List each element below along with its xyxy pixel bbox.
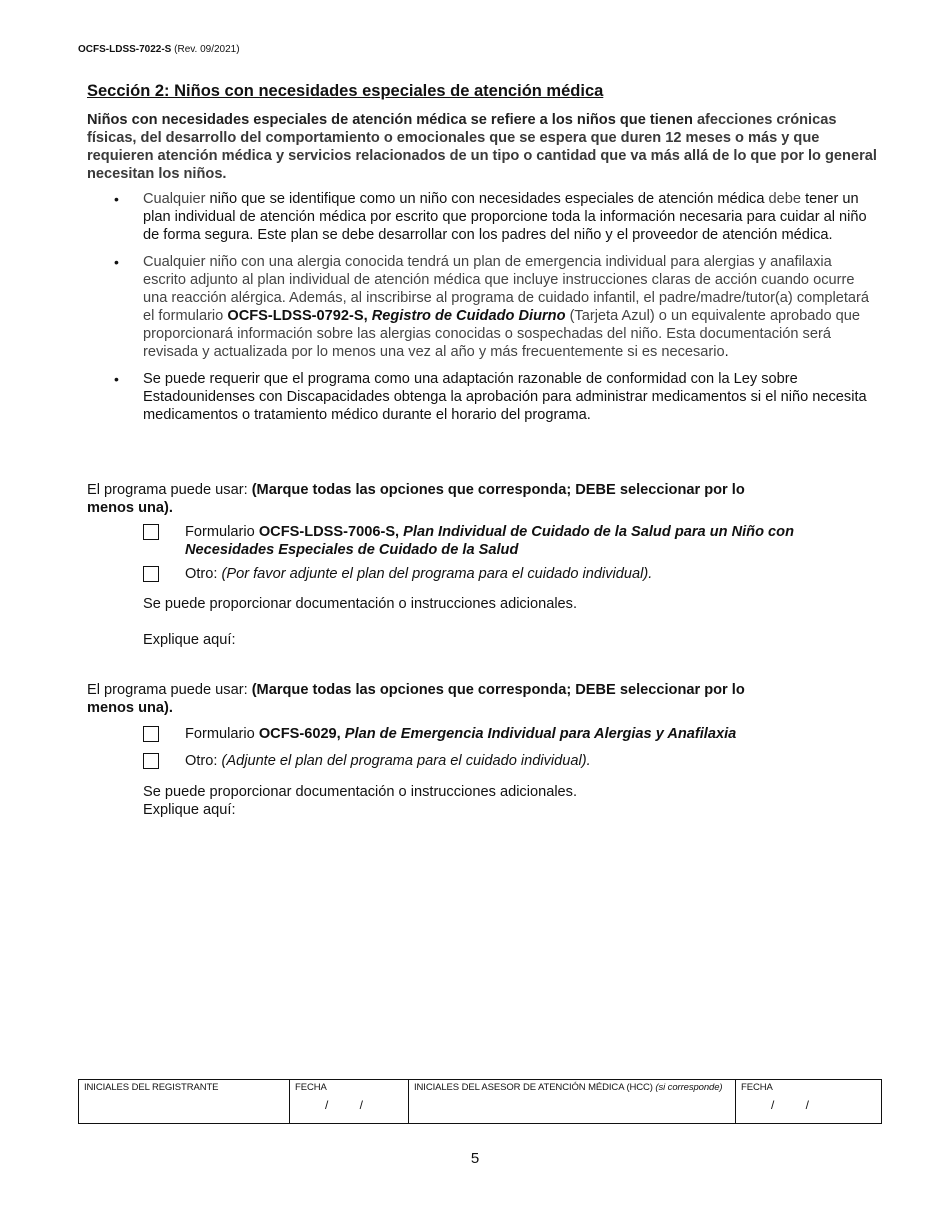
bullet3-text: Se puede requerir que el programa como una adaptación razonable de conformidad con la Ley sobre Estadounidenses con Discapacidades obtenga la aprobación para administrar medicamentos si el niño necesita medicamentos o tratamiento médico durante el horario del programa. <box>143 371 867 423</box>
list-item <box>87 190 877 244</box>
group1-option-form <box>143 523 863 559</box>
bullet1-text-b: niño que se identifique como un niño con necesidades especiales de atención médica <box>209 191 765 207</box>
section-title: Sección 2: Niños con necesidades especiales de atención médica <box>87 82 604 100</box>
option-note: (Por favor adjunte el plan del programa para el cuidado individual). <box>221 566 653 582</box>
checkbox[interactable] <box>143 524 159 540</box>
option-form-id: OCFS-6029, <box>258 726 341 742</box>
group2-lead: El programa puede usar: <box>87 682 248 698</box>
date1-cell[interactable] <box>290 1080 409 1124</box>
bullet-icon: • <box>114 254 119 270</box>
group2-prompt <box>87 681 747 717</box>
bullet2-text-a: Cualquier niño con una alergia conocida tendrá un plan de emergencia individual para alergias y anafilaxia escrito adjunto al plan individual de atención médica que incluye instrucciones claras de acción cuando ocurre una reacción alérgica. Además, al inscribirse al programa de cuidado infantil, el padre/madre/tutor(a) completará el formulario <box>143 254 870 324</box>
date1-label: FECHA <box>295 1082 327 1093</box>
list-item <box>87 370 877 424</box>
bullet2-text-b: (Tarjeta Azul) o un equivalente aprobado que proporcionará información sobre las alergias conocidas o sospechadas del niño. Esta documentación será revisada y actualizada por lo menos una vez al año y más frecuentemente si es necesario <box>143 308 861 360</box>
option-prefix: Formulario <box>185 726 255 742</box>
group1-explain-label: Explique aquí: <box>143 632 236 648</box>
option-form-title: Plan de Emergencia Individual para Alergias y Anafilaxia <box>344 726 737 742</box>
bullet1-text-a: Cualquier <box>143 191 206 207</box>
bullet1-text-d: tener un plan individual de atención médica por escrito que proporcione toda la información necesaria para cuidar al niño de forma segura. Este plan se debe desarrollar con los padres del niño y el proveedor de atención médica. <box>143 191 867 243</box>
group1-prompt <box>87 481 747 517</box>
intro-lead: Niños con necesidades especiales de atención médica se refiere a los niños que tienen <box>87 112 693 128</box>
group1-instruction: (Marque todas las opciones que corresponda; DEBE seleccionar por lo menos una). <box>87 482 745 516</box>
option-note: (Adjunte el plan del programa para el cuidado individual). <box>221 753 591 769</box>
group2-instruction: (Marque todas las opciones que corresponda; DEBE seleccionar por lo menos una). <box>87 682 745 716</box>
bullet2-form-id: OCFS-LDSS-0792-S, <box>227 308 368 324</box>
section-intro <box>87 111 877 183</box>
form-id: OCFS-LDSS-7022-S <box>78 44 172 55</box>
option-prefix: Otro: <box>185 753 218 769</box>
bullet2-form-title: Registro de Cuidado Diurno <box>371 308 566 324</box>
bullet-icon: • <box>114 371 119 387</box>
group1-option-other <box>143 565 863 583</box>
page-number: 5 <box>470 1150 480 1167</box>
checkbox[interactable] <box>143 753 159 769</box>
registrant-initials-cell[interactable] <box>79 1080 290 1124</box>
requirements-list <box>87 190 877 433</box>
group2-option-other <box>143 752 863 770</box>
checkbox[interactable] <box>143 566 159 582</box>
group1-doc-note: Se puede proporcionar documentación o instrucciones adicionales. <box>143 596 578 612</box>
hcc-initials-cell[interactable] <box>409 1080 736 1124</box>
option-form-title: Plan Individual de Cuidado de la Salud para un Niño con Necesidades Especiales de Cuidado de la Salud <box>185 524 795 558</box>
checkbox[interactable] <box>143 726 159 742</box>
group1-lead: El programa puede usar: <box>87 482 248 498</box>
group2-option-form <box>143 725 863 743</box>
date1-value: / / <box>325 1098 364 1112</box>
bullet-icon: • <box>114 191 119 207</box>
intro-rest: afecciones crónicas físicas, del desarrollo del comportamiento o emocionales que se espera que duren 12 meses o más y que requieren atención médica y servicios relacionados de un tipo o cantidad que va más allá de lo que por lo general necesitan los niños. <box>87 112 877 182</box>
hcc-initials-label: INICIALES DEL ASESOR DE ATENCIÓN MÉDICA (HCC) <box>414 1082 653 1093</box>
option-form-id: OCFS-LDSS-7006-S, <box>258 524 400 540</box>
bullet1-text-c: debe <box>768 191 802 207</box>
option-prefix: Otro: <box>185 566 218 582</box>
date2-value: / / <box>771 1098 810 1112</box>
bullet2-end: . <box>724 344 729 360</box>
list-item <box>87 253 877 361</box>
date2-cell[interactable] <box>736 1080 882 1124</box>
group2-doc-note: Se puede proporcionar documentación o instrucciones adicionales. <box>143 784 578 800</box>
hcc-note: (si corresponde) <box>655 1082 723 1093</box>
option-prefix: Formulario <box>185 524 255 540</box>
registrant-initials-label: INICIALES DEL REGISTRANTE <box>84 1082 219 1093</box>
signature-table <box>78 1079 882 1124</box>
date2-label: FECHA <box>741 1082 773 1093</box>
form-revision: (Rev. 09/2021) <box>174 44 240 55</box>
group2-explain-label: Explique aquí: <box>143 802 236 818</box>
form-header <box>78 44 240 55</box>
